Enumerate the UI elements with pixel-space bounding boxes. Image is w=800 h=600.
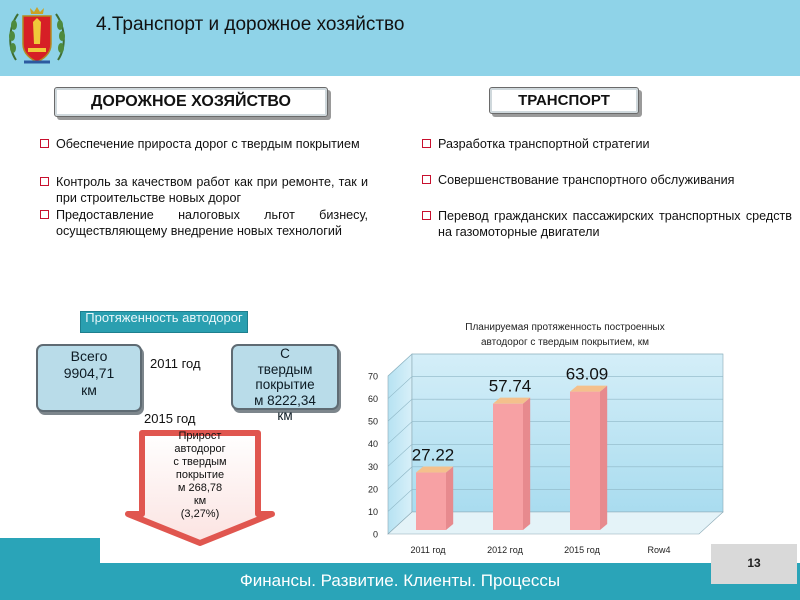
bullet-marker-icon	[40, 210, 49, 219]
list-item	[422, 208, 792, 240]
bullet-text: Предоставление налоговых льгот бизнесу, осуществляющему внедрение новых технологий	[56, 208, 368, 238]
year-2015-label: 2015 год	[144, 411, 196, 426]
bullet-text: Разработка транспортной стратегии	[438, 137, 650, 151]
bar-side	[523, 398, 530, 530]
chart-title	[465, 322, 664, 348]
bar-front	[416, 473, 446, 530]
y-tick-label: 70	[367, 371, 378, 382]
header-bar	[0, 0, 800, 76]
section-tag-transport: ТРАНСПОРТ	[489, 87, 639, 114]
bullet-text: Обеспечение прироста дорог с твердым покрытием	[56, 137, 360, 151]
svg-text:автодорог с твердым покрытием,: автодорог с твердым покрытием, км	[480, 337, 650, 348]
y-tick-label: 30	[367, 461, 378, 472]
y-tick-label: 20	[367, 484, 378, 495]
bullet-text: Совершенствование транспортного обслуживания	[438, 173, 735, 187]
data-label: 63.09	[565, 364, 609, 384]
road-length-label: Протяженность автодорог	[80, 311, 248, 333]
y-tick-label: 10	[367, 506, 378, 517]
bullet-marker-icon	[422, 175, 431, 184]
list-item	[422, 136, 792, 152]
list-item	[422, 172, 792, 188]
bullet-marker-icon	[40, 139, 49, 148]
hard-surface-length-box: С твердым покрытие м 8222,34 км	[231, 344, 339, 410]
bar	[412, 446, 455, 530]
road-length-bar-chart	[350, 300, 800, 562]
list-item	[40, 136, 368, 152]
bullet-marker-icon	[422, 211, 431, 220]
bar-side	[600, 386, 607, 530]
y-tick-label: 50	[367, 416, 378, 427]
growth-text: Прирост автодорог с твердым покрытие м 268,78 км (3,27%)	[173, 430, 227, 520]
bullet-marker-icon	[40, 177, 49, 186]
transport-bullet-list	[422, 136, 792, 240]
bar-front	[493, 404, 523, 530]
slide-title: 4.Транспорт и дорожное хозяйство	[96, 14, 405, 35]
footer-accent-bar	[0, 538, 100, 563]
y-tick-label: 60	[367, 394, 378, 405]
page-number: 13	[747, 556, 761, 570]
data-label: 57.74	[488, 376, 532, 396]
x-tick-label: 2011 год	[410, 545, 446, 555]
x-tick-label: 2012 год	[487, 545, 523, 555]
bullet-text: Перевод гражданских пассажирских транспортных средств на газомоторные двигатели	[438, 209, 792, 239]
road-bullet-list	[40, 136, 368, 239]
bullet-text: Контроль за качеством работ как при ремонте, так и при строительстве новых дорог	[56, 175, 368, 205]
data-label: 27.22	[411, 445, 455, 465]
y-tick-label: 40	[367, 439, 378, 450]
chart-y-ticks	[368, 372, 378, 540]
bar-front	[570, 392, 600, 530]
y-tick-label: 0	[372, 529, 378, 540]
list-item	[40, 207, 368, 239]
list-item	[40, 174, 368, 206]
footer-slogan: Финансы. Развитие. Клиенты. Процессы	[239, 571, 561, 590]
x-tick-label: 2015 год	[564, 545, 600, 555]
bullet-marker-icon	[422, 139, 431, 148]
x-tick-label: Row4	[647, 545, 671, 555]
chart-x-labels	[411, 545, 671, 555]
bar-side	[446, 467, 453, 530]
chart-side-wall	[388, 354, 412, 534]
section-tag-road: ДОРОЖНОЕ ХОЗЯЙСТВО	[54, 87, 328, 117]
year-2011-label: 2011 год	[150, 356, 201, 371]
total-length-box: Всего 9904,71 км	[36, 344, 142, 412]
coat-of-arms-icon	[6, 4, 68, 68]
svg-text:Планируемая протяженность пост: Планируемая протяженность построенных	[465, 322, 665, 333]
